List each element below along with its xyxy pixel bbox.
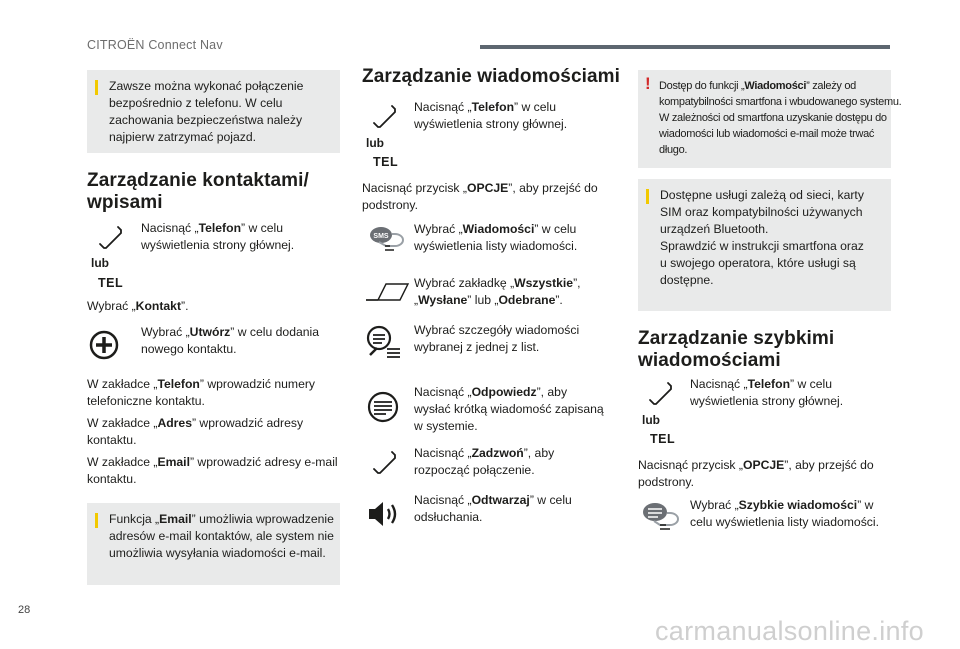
header-title: CITROËN Connect Nav xyxy=(87,38,223,52)
speaker-icon[interactable] xyxy=(366,498,402,530)
or-label: lub xyxy=(366,136,384,150)
info-bar xyxy=(95,80,98,95)
step-phone: Nacisnąć „Telefon” w celu wyświetlenia strony głównej. xyxy=(690,377,844,408)
step-call: Nacisnąć „Zadzwoń”, aby rozpocząć połączenie. xyxy=(414,446,555,477)
para-phone-tab: W zakładce „Telefon” wprowadzić numery telefoniczne kontaktu. xyxy=(87,377,316,408)
note-email: Funkcja „Email” umożliwia wprowadzenie adresów e-mail kontaktów, ale system nie umożliwia wysyłania wiadomości e-mail. xyxy=(87,503,340,585)
header-rule xyxy=(480,45,890,49)
phone-icon[interactable] xyxy=(96,224,126,250)
page-number: 28 xyxy=(18,604,31,616)
or-label: lub xyxy=(91,256,109,270)
add-circle-icon[interactable] xyxy=(88,329,120,361)
or-label: lub xyxy=(642,413,660,427)
step-messages: Wybrać „Wiadomości” w celu wyświetlenia listy wiadomości. xyxy=(414,222,578,253)
step-quick-messages: Wybrać „Szybkie wiadomości” w celu wyświetlenia listy wiadomości. xyxy=(690,498,879,529)
list-details-icon[interactable] xyxy=(366,325,402,361)
step-options: Nacisnąć przycisk „OPCJE”, aby przejść do podstrony. xyxy=(638,458,874,489)
step-details: Wybrać szczegóły wiadomości wybranej z jednej z list. xyxy=(414,323,580,354)
info-bar xyxy=(95,513,98,528)
info-bar xyxy=(646,189,649,204)
note-services: Dostępne usługi zależą od sieci, karty SIM oraz kompatybilności używanych urządzeń Bluetooth. Sprawdzić w instrukcji smartfona oraz u swojego operatora, które usługi są dostępne. xyxy=(638,179,891,311)
tel-button[interactable]: TEL xyxy=(98,276,124,290)
step-reply: Nacisnąć „Odpowiedz”, aby wysłać krótką wiadomość zapisaną w systemie. xyxy=(414,385,604,433)
step-options: Nacisnąć przycisk „OPCJE”, aby przejść do podstrony. xyxy=(362,181,598,212)
watermark: carmanualsonline.info xyxy=(655,616,924,646)
step-phone: Nacisnąć „Telefon” w celu wyświetlenia strony głównej. xyxy=(141,221,295,252)
step-create: Wybrać „Utwórz” w celu dodania nowego kontaktu. xyxy=(141,325,320,356)
heading-contacts: Zarządzanie kontaktami/ wpisami xyxy=(87,170,309,213)
svg-text:SMS: SMS xyxy=(373,233,389,240)
tel-button[interactable]: TEL xyxy=(650,432,676,446)
select-contact: Wybrać „Kontakt”. xyxy=(87,299,189,313)
phone-icon[interactable] xyxy=(646,380,676,406)
tab-parallelogram-icon[interactable] xyxy=(364,280,410,304)
quick-message-bubble-icon[interactable] xyxy=(640,500,680,532)
heading-quick-messages: Zarządzanie szybkimi wiadomościami xyxy=(638,328,835,371)
text-lines-circle-icon[interactable] xyxy=(366,390,400,424)
step-play: Nacisnąć „Odtwarzaj” w celu odsłuchania. xyxy=(414,493,572,524)
sms-bubble-icon[interactable] xyxy=(366,224,406,254)
step-tabs: Wybrać zakładkę „Wszystkie”, „Wysłane” lub „Odebrane”. xyxy=(414,276,581,307)
phone-icon[interactable] xyxy=(370,103,400,129)
para-email-tab: W zakładce „Email” wprowadzić adresy e-mail kontaktu. xyxy=(87,455,338,486)
phone-icon[interactable] xyxy=(370,449,400,475)
tel-button[interactable]: TEL xyxy=(373,155,399,169)
note-direct-call: Zawsze można wykonać połączenie bezpośrednio z telefonu. W celu zachowania bezpieczeństwa należy najpierw zatrzymać pojazd. xyxy=(87,70,340,153)
heading-messages: Zarządzanie wiadomościami xyxy=(362,66,621,87)
warning-icon: ! xyxy=(645,74,651,93)
para-address-tab: W zakładce „Adres” wprowadzić adresy kontaktu. xyxy=(87,416,304,447)
step-phone: Nacisnąć „Telefon” w celu wyświetlenia strony głównej. xyxy=(414,100,568,131)
warning-messages-access: ! Dostęp do funkcji „Wiadomości” zależy od kompatybilności smartfona i wbudowanego systemu. W zależności od smartfona uzyskanie dostępu do wiadomości lub wiadomości e-mail może trwać długo. xyxy=(638,70,891,168)
